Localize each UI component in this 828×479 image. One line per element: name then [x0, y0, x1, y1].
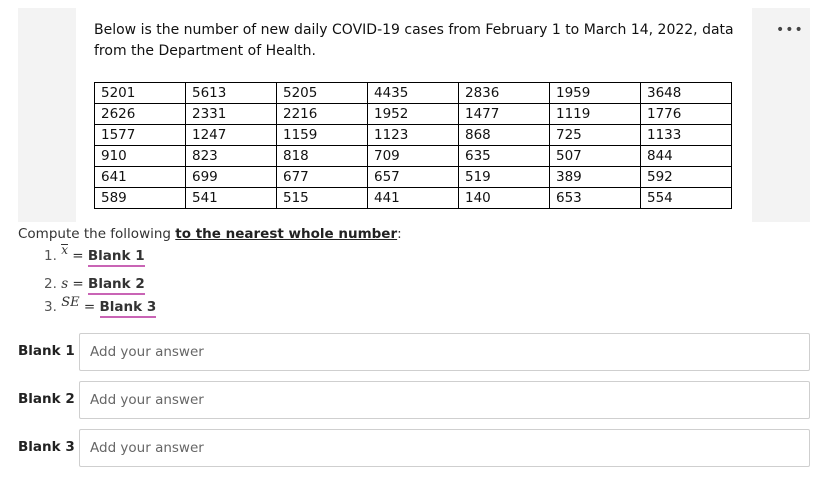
table-cell: 389	[550, 167, 641, 188]
table-cell: 818	[277, 146, 368, 167]
more-options-icon[interactable]: •••	[776, 22, 804, 38]
table-row	[95, 104, 732, 125]
table-cell: 641	[95, 167, 186, 188]
table-cell: 4435	[368, 83, 459, 104]
table-cell: 140	[459, 188, 550, 209]
table-cell: 1159	[277, 125, 368, 146]
table-cell: 3648	[641, 83, 732, 104]
table-cell: 868	[459, 125, 550, 146]
table-cell: 554	[641, 188, 732, 209]
table-cell: 1133	[641, 125, 732, 146]
s-symbol: s	[61, 276, 69, 292]
table-cell: 507	[550, 146, 641, 167]
answer-label-3: Blank 3	[18, 439, 75, 455]
table-cell: 519	[459, 167, 550, 188]
se-symbol: SE	[61, 295, 80, 310]
blank-1-input[interactable]	[79, 333, 810, 371]
question-prompt: Below is the number of new daily COVID-19 cases from February 1 to March 14, 2022, data from the Department of Health.	[94, 22, 734, 59]
answer-row-2	[18, 381, 810, 419]
table-row	[95, 146, 732, 167]
table-cell: 2216	[277, 104, 368, 125]
table-row	[95, 167, 732, 188]
blank-3-input[interactable]	[79, 429, 810, 467]
blank-3-reference[interactable]: Blank 3	[100, 299, 157, 318]
table-cell: 1477	[459, 104, 550, 125]
table-cell: 2331	[186, 104, 277, 125]
table-cell: 653	[550, 188, 641, 209]
table-cell: 823	[186, 146, 277, 167]
table-cell: 709	[368, 146, 459, 167]
table-cell: 1119	[550, 104, 641, 125]
item-3-eq: =	[79, 299, 100, 315]
table-cell: 2836	[459, 83, 550, 104]
table-cell: 541	[186, 188, 277, 209]
table-cell: 1247	[186, 125, 277, 146]
table-cell: 677	[277, 167, 368, 188]
table-cell: 635	[459, 146, 550, 167]
answer-row-1	[18, 333, 810, 371]
compute-prefix: Compute the following	[18, 226, 176, 242]
item-1-number: 1.	[44, 248, 57, 264]
table-cell: 2626	[95, 104, 186, 125]
table-cell: 441	[368, 188, 459, 209]
item-1	[44, 243, 145, 264]
compute-suffix: :	[397, 226, 402, 242]
compute-emphasis: to the nearest whole number	[175, 226, 398, 242]
item-2-eq: =	[68, 276, 89, 292]
table-cell: 5613	[186, 83, 277, 104]
xbar-symbol: x	[61, 243, 68, 257]
compute-instruction	[18, 226, 402, 242]
table-cell: 592	[641, 167, 732, 188]
table-row	[95, 83, 732, 104]
table-cell: 1776	[641, 104, 732, 125]
table-cell: 1123	[368, 125, 459, 146]
item-3-number: 3.	[44, 299, 57, 315]
blank-2-input[interactable]	[79, 381, 810, 419]
table-cell: 515	[277, 188, 368, 209]
table-cell: 910	[95, 146, 186, 167]
table-cell: 1952	[368, 104, 459, 125]
blank-2-reference[interactable]: Blank 2	[88, 276, 145, 295]
table-cell: 5205	[277, 83, 368, 104]
table-cell: 725	[550, 125, 641, 146]
table-row	[95, 125, 732, 146]
table-row	[95, 188, 732, 209]
table-cell: 657	[368, 167, 459, 188]
table-cell: 699	[186, 167, 277, 188]
item-3	[44, 295, 157, 315]
answer-row-3	[18, 429, 810, 467]
question-card	[76, 8, 752, 222]
table-cell: 1959	[550, 83, 641, 104]
table-cell: 1577	[95, 125, 186, 146]
answer-label-2: Blank 2	[18, 391, 75, 407]
table-cell: 589	[95, 188, 186, 209]
table-cell: 5201	[95, 83, 186, 104]
question-right-gutter	[752, 8, 810, 222]
cases-table	[94, 82, 732, 209]
question-left-gutter	[18, 8, 76, 222]
item-2	[44, 276, 145, 292]
item-2-number: 2.	[44, 276, 57, 292]
answer-label-1: Blank 1	[18, 343, 75, 359]
table-cell: 844	[641, 146, 732, 167]
item-1-eq: =	[67, 248, 88, 264]
blank-1-reference[interactable]: Blank 1	[88, 248, 145, 267]
